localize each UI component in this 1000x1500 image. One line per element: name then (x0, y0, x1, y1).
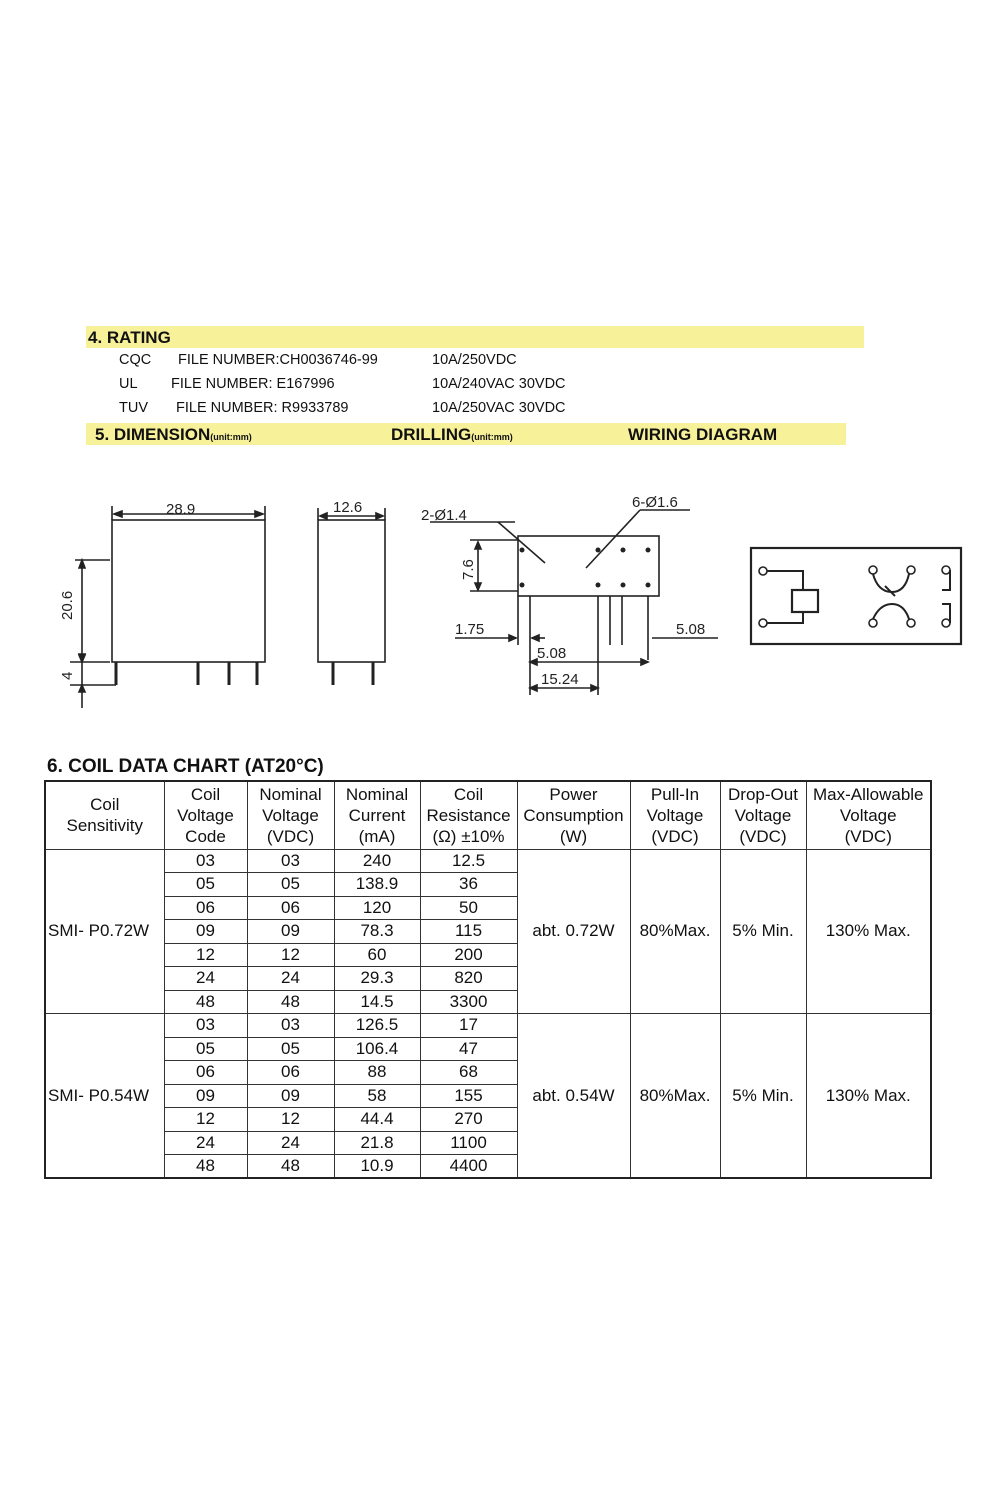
coil-symbol (792, 590, 818, 612)
rating-agency: UL (119, 376, 138, 392)
nominal-voltage-cell: 24 (247, 967, 334, 991)
nominal-voltage-cell: 12 (247, 1108, 334, 1132)
header-coil-sensitivity: Coil Sensitivity (45, 781, 164, 849)
dim-width-label: 28.9 (166, 501, 196, 518)
span-label: 15.24 (541, 671, 579, 688)
nominal-voltage-cell: 05 (247, 1037, 334, 1061)
coil-resistance-cell: 820 (420, 967, 517, 991)
wiring-outline (751, 548, 961, 644)
rating-value: 10A/240VAC 30VDC (432, 376, 566, 392)
header-nominal-voltage: Nominal Voltage (VDC) (247, 781, 334, 849)
header-power-consumption: Power Consumption (W) (517, 781, 630, 849)
offset-a-label: 1.75 (455, 621, 485, 638)
coil-resistance-cell: 4400 (420, 1155, 517, 1179)
header-coil-voltage-code: Coil Voltage Code (164, 781, 247, 849)
dimension-title (95, 425, 252, 445)
coil-voltage-code-cell: 09 (164, 1084, 247, 1108)
coil-resistance-cell: 3300 (420, 990, 517, 1014)
pitch-v-label: 7.6 (460, 559, 477, 580)
rating-value: 10A/250VAC 30VDC (432, 400, 566, 416)
offset-c-label: 5.08 (676, 621, 706, 638)
pull-in-voltage-cell: 80%Max. (630, 1014, 720, 1179)
coil-chart-title: 6. COIL DATA CHART (AT20°C) (47, 756, 324, 777)
coil-voltage-code-cell: 03 (164, 849, 247, 873)
rating-title: 4. RATING (88, 328, 171, 347)
coil-voltage-code-cell: 12 (164, 1108, 247, 1132)
header-max-allowable-voltage: Max-Allowable Voltage (VDC) (806, 781, 931, 849)
nominal-voltage-cell: 06 (247, 896, 334, 920)
nominal-voltage-cell: 48 (247, 1155, 334, 1179)
header-nominal-current: Nominal Current (mA) (334, 781, 420, 849)
power-consumption-cell: abt. 0.72W (517, 849, 630, 1014)
hole-b-label: 6-Ø1.6 (632, 494, 678, 511)
coil-voltage-code-cell: 06 (164, 896, 247, 920)
offset-b-label: 5.08 (537, 645, 567, 662)
nominal-voltage-cell: 12 (247, 943, 334, 967)
coil-voltage-code-cell: 48 (164, 990, 247, 1014)
rating-file: FILE NUMBER:CH0036746-99 (178, 352, 378, 368)
coil-resistance-cell: 270 (420, 1108, 517, 1132)
rating-file: FILE NUMBER: E167996 (171, 376, 335, 392)
coil-sensitivity-cell: SMI- P0.54W (45, 1014, 164, 1179)
nominal-voltage-cell: 48 (247, 990, 334, 1014)
coil-resistance-cell: 36 (420, 873, 517, 897)
rating-row-ul (0, 376, 1000, 396)
rating-agency: CQC (119, 352, 152, 368)
nominal-current-cell: 58 (334, 1084, 420, 1108)
coil-voltage-code-cell: 24 (164, 967, 247, 991)
coil-voltage-code-cell: 06 (164, 1061, 247, 1085)
nominal-current-cell: 138.9 (334, 873, 420, 897)
header-pull-in-voltage: Pull-In Voltage (VDC) (630, 781, 720, 849)
drilling-unit: (unit:mm) (471, 432, 513, 442)
nominal-voltage-cell: 09 (247, 920, 334, 944)
dim-height-label: 20.6 (59, 590, 76, 620)
nominal-current-cell: 88 (334, 1061, 420, 1085)
nominal-voltage-cell: 06 (247, 1061, 334, 1085)
coil-resistance-cell: 12.5 (420, 849, 517, 873)
coil-voltage-code-cell: 48 (164, 1155, 247, 1179)
coil-voltage-code-cell: 09 (164, 920, 247, 944)
hole-a-label: 2-Ø1.4 (421, 507, 467, 524)
nominal-current-cell: 120 (334, 896, 420, 920)
nominal-current-cell: 29.3 (334, 967, 420, 991)
dimension-drawings (0, 480, 1000, 720)
header-coil-resistance: Coil Resistance (Ω) ±10% (420, 781, 517, 849)
coil-voltage-code-cell: 05 (164, 1037, 247, 1061)
nominal-current-cell: 78.3 (334, 920, 420, 944)
nominal-voltage-cell: 05 (247, 873, 334, 897)
nominal-current-cell: 60 (334, 943, 420, 967)
coil-voltage-code-cell: 12 (164, 943, 247, 967)
table-row (45, 1014, 931, 1038)
rating-row-tuv (0, 400, 1000, 420)
rating-file: FILE NUMBER: R9933789 (176, 400, 349, 416)
wiring-title: WIRING DIAGRAM (628, 425, 778, 444)
nominal-current-cell: 10.9 (334, 1155, 420, 1179)
nominal-voltage-cell: 24 (247, 1131, 334, 1155)
rating-row-cqc (0, 352, 1000, 372)
pull-in-voltage-cell: 80%Max. (630, 849, 720, 1014)
coil-table-header (45, 781, 931, 849)
power-consumption-cell: abt. 0.54W (517, 1014, 630, 1179)
header-drop-out-voltage: Drop-Out Voltage (VDC) (720, 781, 806, 849)
nominal-current-cell: 44.4 (334, 1108, 420, 1132)
drilling-title (391, 425, 513, 445)
coil-resistance-cell: 1100 (420, 1131, 517, 1155)
coil-sensitivity-cell: SMI- P0.72W (45, 849, 164, 1014)
relay-front-view (112, 520, 265, 662)
nominal-voltage-cell: 03 (247, 849, 334, 873)
coil-resistance-cell: 68 (420, 1061, 517, 1085)
max-allowable-voltage-cell: 130% Max. (806, 1014, 931, 1179)
dimension-unit: (unit:mm) (210, 432, 252, 442)
relay-side-view (318, 520, 385, 662)
drop-out-voltage-cell: 5% Min. (720, 1014, 806, 1179)
nominal-voltage-cell: 09 (247, 1084, 334, 1108)
nominal-current-cell: 126.5 (334, 1014, 420, 1038)
coil-voltage-code-cell: 24 (164, 1131, 247, 1155)
table-row (45, 849, 931, 873)
nominal-current-cell: 240 (334, 849, 420, 873)
coil-resistance-cell: 47 (420, 1037, 517, 1061)
nominal-voltage-cell: 03 (247, 1014, 334, 1038)
rating-value: 10A/250VDC (432, 352, 517, 368)
coil-voltage-code-cell: 05 (164, 873, 247, 897)
coil-resistance-cell: 200 (420, 943, 517, 967)
coil-resistance-cell: 17 (420, 1014, 517, 1038)
dimension-title-text: 5. DIMENSION (95, 425, 211, 444)
coil-resistance-cell: 155 (420, 1084, 517, 1108)
coil-voltage-code-cell: 03 (164, 1014, 247, 1038)
coil-resistance-cell: 115 (420, 920, 517, 944)
rating-highlight (86, 326, 864, 348)
coil-resistance-cell: 50 (420, 896, 517, 920)
max-allowable-voltage-cell: 130% Max. (806, 849, 931, 1014)
drop-out-voltage-cell: 5% Min. (720, 849, 806, 1014)
coil-data-table (44, 780, 932, 1179)
rating-agency: TUV (119, 400, 148, 416)
nominal-current-cell: 14.5 (334, 990, 420, 1014)
drilling-title-text: DRILLING (391, 425, 472, 444)
nominal-current-cell: 21.8 (334, 1131, 420, 1155)
dim-pin-label: 4 (59, 671, 76, 680)
nominal-current-cell: 106.4 (334, 1037, 420, 1061)
dim-depth-label: 12.6 (333, 499, 363, 516)
